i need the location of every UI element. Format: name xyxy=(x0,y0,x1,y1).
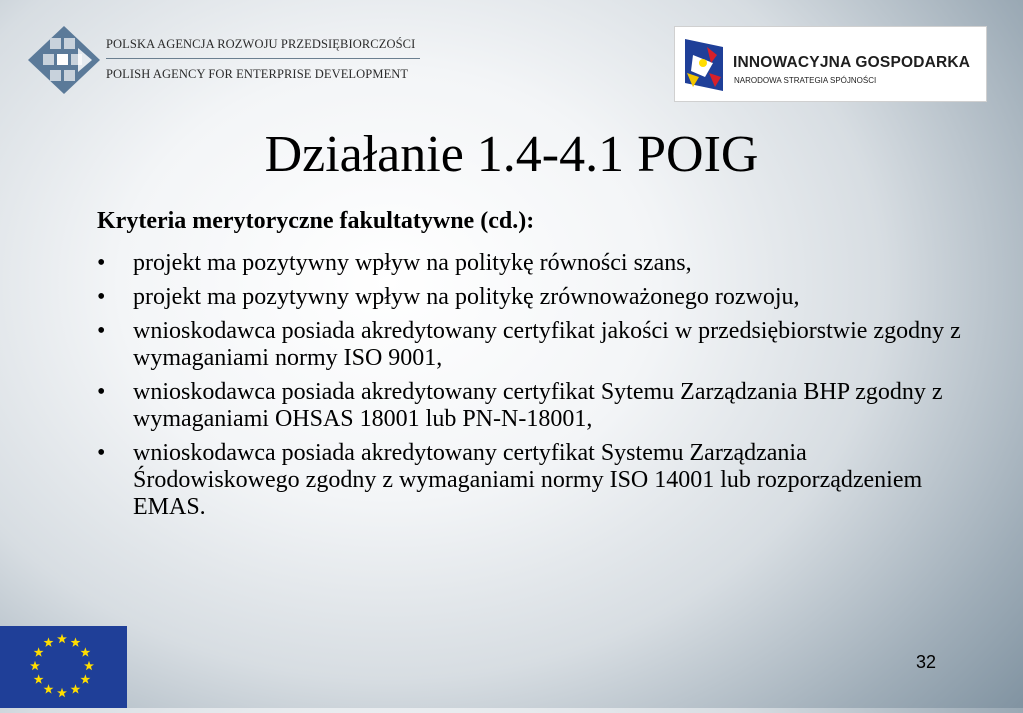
page-number: 32 xyxy=(915,652,937,672)
eu-flag-icon xyxy=(0,626,127,708)
agency-name-english: POLISH AGENCY FOR ENTERPRISE DEVELOPMENT xyxy=(106,67,409,81)
list-item xyxy=(97,379,977,433)
list-item xyxy=(97,318,977,372)
bullet-icon: • xyxy=(97,379,106,405)
programme-subtitle: NARODOWA STRATEGIA SPÓJNOŚCI xyxy=(734,76,877,85)
agency-name-polish: POLSKA AGENCJA ROZWOJU PRZEDSIĘBIORCZOŚCI xyxy=(106,37,416,51)
parp-logo-icon xyxy=(26,24,102,96)
programme-title: INNOWACYJNA GOSPODARKA xyxy=(733,54,971,71)
list-item-text: wnioskodawca posiada akredytowany certyfikat Systemu Zarządzania Środowiskowego zgodny z wymaganiami normy ISO 14001 lub rozporządzeniem EMAS. xyxy=(133,440,923,520)
agency-name-block xyxy=(106,36,422,82)
criteria-subheading: Kryteria merytoryczne fakultatywne (cd.): xyxy=(97,208,535,234)
bullet-icon: • xyxy=(97,440,106,466)
slide-title: Działanie 1.4-4.1 POIG xyxy=(264,126,759,183)
list-item xyxy=(97,284,977,311)
list-item xyxy=(97,440,977,521)
list-item-text: projekt ma pozytywny wpływ na politykę równości szans, xyxy=(133,250,692,276)
agency-divider xyxy=(106,58,420,59)
bullet-icon: • xyxy=(97,250,106,276)
innovative-economy-logo xyxy=(674,26,987,102)
bullet-icon: • xyxy=(97,284,106,310)
list-item-text: wnioskodawca posiada akredytowany certyfikat Sytemu Zarządzania BHP zgodny z wymaganiami OHSAS 18001 lub PN-N-18001, xyxy=(133,379,943,432)
innovative-economy-flag-icon xyxy=(683,33,725,97)
bullet-icon: • xyxy=(97,318,106,344)
list-item xyxy=(97,250,977,277)
criteria-list xyxy=(97,250,977,528)
list-item-text: projekt ma pozytywny wpływ na politykę zrównoważonego rozwoju, xyxy=(133,284,800,310)
list-item-text: wnioskodawca posiada akredytowany certyfikat jakości w przedsiębiorstwie zgodny z wymaganiami normy ISO 9001, xyxy=(133,318,961,371)
